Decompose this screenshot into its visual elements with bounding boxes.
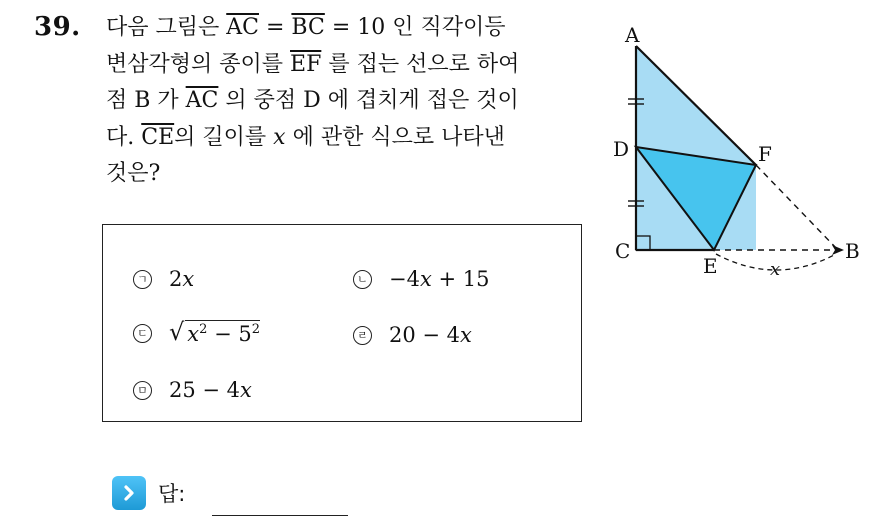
question-line: 것은? — [106, 161, 161, 186]
answer-blank[interactable] — [212, 515, 348, 516]
choice-3[interactable] — [133, 320, 260, 346]
label-b: B — [845, 239, 860, 263]
choice-marker: ㄴ — [353, 270, 372, 289]
label-x: x — [770, 259, 781, 280]
choice-text: 20 − 4x — [389, 323, 472, 347]
question-text — [106, 10, 594, 193]
choices-box — [102, 224, 582, 422]
chevron-right-icon — [112, 476, 146, 510]
choice-2[interactable] — [353, 267, 489, 291]
choice-1[interactable] — [133, 267, 194, 291]
choice-text: 2x — [169, 267, 195, 291]
choice-marker: ㄷ — [133, 324, 152, 343]
choice-text: 25 − 4x — [169, 378, 252, 402]
choice-marker: ㄹ — [353, 326, 372, 345]
answer-label: 답: — [158, 482, 186, 506]
label-a: A — [625, 23, 640, 47]
question-line: 다. $\overline{CE}$의 길이를 x 에 관한 식으로 나타낸 — [106, 124, 505, 150]
question-line: 점 B 가 $\overline{AC}$ 의 중점 D 에 겹치게 접은 것이 — [106, 88, 519, 113]
question-line: 변삼각형의 종이를 $\overline{EF}$ 를 접는 선으로 하여 — [106, 51, 520, 77]
label-f: F — [758, 142, 772, 166]
arrow-head-b — [832, 245, 844, 255]
choice-marker: ㄱ — [133, 270, 152, 289]
answer-row — [112, 476, 185, 510]
choice-text: √ $x^2 - 5^2$ — [169, 318, 261, 346]
triangle-fold-figure — [600, 14, 870, 284]
question-number: 39. — [34, 12, 81, 42]
dashed-fb — [756, 165, 838, 250]
question-line: 다음 그림은 $\overline{AC} = \overline{BC} = 10$ 인 직각이등 — [106, 15, 506, 40]
choice-4[interactable] — [353, 323, 472, 347]
label-c: C — [615, 239, 631, 263]
choice-marker: ㅁ — [133, 381, 152, 400]
label-e: E — [703, 254, 718, 278]
choice-text: −4x + 15 — [389, 267, 490, 291]
choice-5[interactable] — [133, 378, 252, 402]
label-d: D — [613, 137, 630, 161]
